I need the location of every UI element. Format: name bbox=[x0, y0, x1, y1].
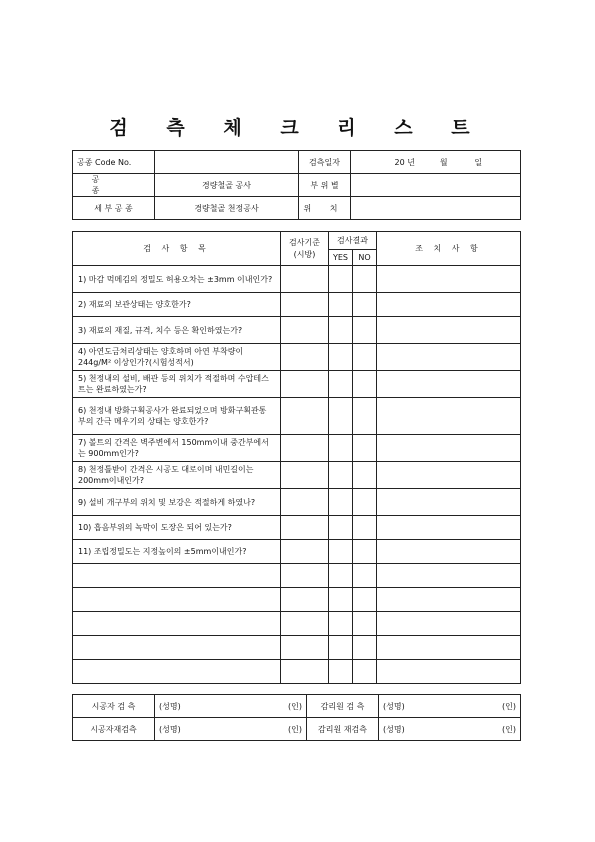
action-cell[interactable] bbox=[377, 636, 521, 660]
supervisor-label: 감리원 검 측 bbox=[307, 695, 379, 718]
no-cell[interactable] bbox=[353, 435, 377, 462]
check-item-text: 5) 천정내의 설비, 배관 등의 위치가 적절하며 수압테스트는 완료하였는가? bbox=[73, 371, 281, 398]
blank-item-cell bbox=[73, 636, 281, 660]
table-row bbox=[73, 489, 521, 516]
criteria-cell[interactable] bbox=[281, 564, 329, 588]
date-value[interactable] bbox=[351, 151, 521, 174]
yes-cell[interactable] bbox=[329, 371, 353, 398]
supervisor-recheck-name-field: (성명) bbox=[383, 724, 405, 734]
col-result-header: 검사결과 bbox=[329, 232, 377, 250]
contractor-signature[interactable] bbox=[155, 695, 307, 718]
criteria-cell[interactable] bbox=[281, 588, 329, 612]
yes-cell[interactable] bbox=[329, 266, 353, 293]
criteria-cell[interactable] bbox=[281, 462, 329, 489]
page-title: 검 측 체 크 리 스 트 bbox=[109, 117, 486, 139]
no-cell[interactable] bbox=[353, 371, 377, 398]
yes-cell[interactable] bbox=[329, 435, 353, 462]
code-label: 공종 Code No. bbox=[73, 151, 155, 174]
yes-cell[interactable] bbox=[329, 540, 353, 564]
no-cell[interactable] bbox=[353, 462, 377, 489]
contractor-recheck-seal: (인) bbox=[288, 724, 302, 734]
action-cell[interactable] bbox=[377, 371, 521, 398]
contractor-name-field: (성명) bbox=[159, 701, 181, 711]
blank-item-cell bbox=[73, 612, 281, 636]
yes-cell[interactable] bbox=[329, 636, 353, 660]
criteria-cell[interactable] bbox=[281, 435, 329, 462]
check-item-text: 4) 아연도금처리상태는 양호하며 아연 부착량이 244g/M² 이상인가?(시험성적서) bbox=[73, 344, 281, 371]
yes-cell[interactable] bbox=[329, 462, 353, 489]
action-cell[interactable] bbox=[377, 462, 521, 489]
blank-item-cell bbox=[73, 660, 281, 684]
action-cell[interactable] bbox=[377, 516, 521, 540]
action-cell[interactable] bbox=[377, 344, 521, 371]
check-item-text: 11) 조립정밀도는 지정높이의 ±5mm이내인가? bbox=[73, 540, 281, 564]
signature-table bbox=[72, 694, 521, 741]
table-row bbox=[73, 540, 521, 564]
action-cell[interactable] bbox=[377, 317, 521, 344]
yes-cell[interactable] bbox=[329, 489, 353, 516]
supervisor-recheck-label: 감리원 재검측 bbox=[307, 718, 379, 741]
action-cell[interactable] bbox=[377, 564, 521, 588]
yes-cell[interactable] bbox=[329, 344, 353, 371]
no-cell[interactable] bbox=[353, 266, 377, 293]
no-cell[interactable] bbox=[353, 540, 377, 564]
contractor-recheck-label: 시공자재검측 bbox=[73, 718, 155, 741]
table-row bbox=[73, 344, 521, 371]
header-table bbox=[72, 150, 521, 220]
action-cell[interactable] bbox=[377, 660, 521, 684]
yes-cell[interactable] bbox=[329, 317, 353, 344]
criteria-cell[interactable] bbox=[281, 516, 329, 540]
criteria-cell[interactable] bbox=[281, 344, 329, 371]
table-row bbox=[73, 317, 521, 344]
yes-cell[interactable] bbox=[329, 293, 353, 317]
checklist-items bbox=[73, 266, 521, 684]
code-value[interactable] bbox=[155, 151, 299, 174]
yes-cell[interactable] bbox=[329, 612, 353, 636]
table-row bbox=[73, 398, 521, 435]
check-item-text: 9) 설비 개구부의 위치 및 보강은 적절하게 하였나? bbox=[73, 489, 281, 516]
work-label: 공 종 bbox=[73, 174, 155, 197]
criteria-cell[interactable] bbox=[281, 398, 329, 435]
criteria-cell[interactable] bbox=[281, 540, 329, 564]
no-cell[interactable] bbox=[353, 489, 377, 516]
check-item-text: 7) 볼트의 간격은 벽주변에서 150mm이내 중간부에서는 900mm인가? bbox=[73, 435, 281, 462]
date-month: 월 bbox=[439, 157, 448, 167]
table-row bbox=[73, 266, 521, 293]
yes-cell[interactable] bbox=[329, 516, 353, 540]
supervisor-recheck-seal: (인) bbox=[502, 724, 516, 734]
check-item-text: 6) 천정내 방화구획공사가 완료되었으며 방화구획관통부의 간극 메우기의 상태는 양호한가? bbox=[73, 398, 281, 435]
date-year: 20 년 bbox=[394, 157, 415, 167]
no-cell[interactable] bbox=[353, 636, 377, 660]
criteria-cell[interactable] bbox=[281, 266, 329, 293]
date-label: 검측일자 bbox=[299, 151, 351, 174]
position-label: 위 치 bbox=[299, 197, 351, 220]
col-action-header: 조 치 사 항 bbox=[377, 232, 521, 266]
action-cell[interactable] bbox=[377, 293, 521, 317]
checklist-table bbox=[72, 231, 521, 684]
action-cell[interactable] bbox=[377, 489, 521, 516]
contractor-label: 시공자 검 측 bbox=[73, 695, 155, 718]
supervisor-name-field: (성명) bbox=[383, 701, 405, 711]
yes-cell[interactable] bbox=[329, 564, 353, 588]
check-item-text: 2) 재료의 보관상태는 양호한가? bbox=[73, 293, 281, 317]
check-item-text: 1) 마감 먹메김의 정밀도 허용오차는 ±3mm 이내인가? bbox=[73, 266, 281, 293]
action-cell[interactable] bbox=[377, 612, 521, 636]
action-cell[interactable] bbox=[377, 435, 521, 462]
blank-row bbox=[73, 612, 521, 636]
no-cell[interactable] bbox=[353, 564, 377, 588]
supervisor-recheck-signature[interactable] bbox=[379, 718, 521, 741]
criteria-cell[interactable] bbox=[281, 660, 329, 684]
subwork-label: 세 부 공 종 bbox=[73, 197, 155, 220]
action-cell[interactable] bbox=[377, 540, 521, 564]
blank-item-cell bbox=[73, 588, 281, 612]
col-criteria-header: 검사기준 (시방) bbox=[281, 232, 329, 266]
check-item-text: 3) 재료의 재질, 규격, 치수 등은 확인하였는가? bbox=[73, 317, 281, 344]
blank-row bbox=[73, 660, 521, 684]
no-cell[interactable] bbox=[353, 317, 377, 344]
date-day: 일 bbox=[474, 157, 483, 167]
col-no-header: NO bbox=[353, 250, 377, 266]
col-items-header: 검 사 항 목 bbox=[73, 232, 281, 266]
location-value[interactable] bbox=[351, 174, 521, 197]
yes-cell[interactable] bbox=[329, 588, 353, 612]
no-cell[interactable] bbox=[353, 612, 377, 636]
location-label: 부 위 별 bbox=[299, 174, 351, 197]
no-cell[interactable] bbox=[353, 293, 377, 317]
table-row bbox=[73, 371, 521, 398]
col-yes-header: YES bbox=[329, 250, 353, 266]
criteria-cell[interactable] bbox=[281, 371, 329, 398]
action-cell[interactable] bbox=[377, 266, 521, 293]
contractor-seal: (인) bbox=[288, 701, 302, 711]
position-value[interactable] bbox=[351, 197, 521, 220]
supervisor-seal: (인) bbox=[502, 701, 516, 711]
blank-item-cell bbox=[73, 564, 281, 588]
criteria-cell[interactable] bbox=[281, 317, 329, 344]
contractor-recheck-signature[interactable] bbox=[155, 718, 307, 741]
no-cell[interactable] bbox=[353, 344, 377, 371]
yes-cell[interactable] bbox=[329, 398, 353, 435]
criteria-cell[interactable] bbox=[281, 293, 329, 317]
yes-cell[interactable] bbox=[329, 660, 353, 684]
table-row bbox=[73, 293, 521, 317]
criteria-cell[interactable] bbox=[281, 489, 329, 516]
work-value[interactable]: 경량철골 공사 bbox=[155, 174, 299, 197]
blank-row bbox=[73, 564, 521, 588]
table-row bbox=[73, 435, 521, 462]
criteria-cell[interactable] bbox=[281, 636, 329, 660]
action-cell[interactable] bbox=[377, 588, 521, 612]
criteria-cell[interactable] bbox=[281, 612, 329, 636]
blank-row bbox=[73, 588, 521, 612]
no-cell[interactable] bbox=[353, 588, 377, 612]
action-cell[interactable] bbox=[377, 398, 521, 435]
no-cell[interactable] bbox=[353, 516, 377, 540]
check-item-text: 8) 천정틀받이 간격은 시공도 대로이며 내민길이는 200mm이내인가? bbox=[73, 462, 281, 489]
supervisor-signature[interactable] bbox=[379, 695, 521, 718]
no-cell[interactable] bbox=[353, 660, 377, 684]
blank-row bbox=[73, 636, 521, 660]
subwork-value[interactable]: 경량철골 천정공사 bbox=[155, 197, 299, 220]
contractor-recheck-name-field: (성명) bbox=[159, 724, 181, 734]
table-row bbox=[73, 516, 521, 540]
no-cell[interactable] bbox=[353, 398, 377, 435]
check-item-text: 10) 흡음부위의 녹막이 도장은 되어 있는가? bbox=[73, 516, 281, 540]
table-row bbox=[73, 462, 521, 489]
